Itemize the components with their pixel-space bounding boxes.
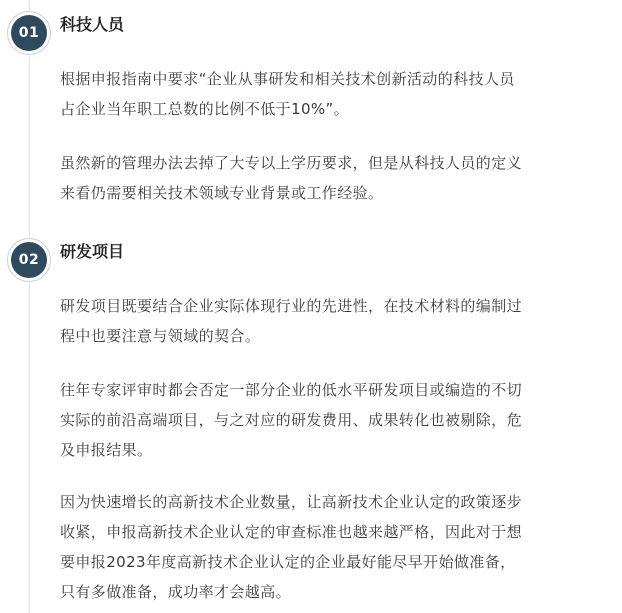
paragraph-line: 只有多做准备，成功率才会越高。 xyxy=(60,583,292,601)
paragraph-line: 占企业当年职工总数的比例不低于10%”。 xyxy=(60,100,350,118)
paragraph-line: 根据申报指南中要求“企业从事研发和相关技术创新活动的科技人员 xyxy=(60,70,515,88)
paragraph-line: 要申报2023年度高新技术企业认定的企业最好能尽早开始做准备， xyxy=(60,553,516,571)
section-paragraph xyxy=(60,148,608,208)
section-number-badge: 01 xyxy=(11,15,47,51)
paragraph-line: 程中也要注意与领域的契合。 xyxy=(60,327,261,345)
section-paragraph xyxy=(60,375,608,465)
section-number-badge: 02 xyxy=(11,242,47,278)
section-paragraph xyxy=(60,487,608,607)
paragraph-line: 来看仍需要相关技术领域专业背景或工作经验。 xyxy=(60,184,384,202)
timeline-line xyxy=(29,0,30,613)
paragraph-line: 实际的前沿高端项目，与之对应的研发费用、成果转化也被剔除，危 xyxy=(60,411,523,429)
paragraph-line: 收紧，申报高新技术企业认定的审查标准也越来越严格，因此对于想 xyxy=(60,523,523,541)
paragraph-line: 虽然新的管理办法去掉了大专以上学历要求，但是从科技人员的定义 xyxy=(60,154,523,172)
paragraph-line: 研发项目既要结合企业实际体现行业的先进性，在技术材料的编制过 xyxy=(60,297,523,315)
section-paragraph xyxy=(60,64,608,124)
section-paragraph xyxy=(60,291,608,351)
paragraph-line: 及申报结果。 xyxy=(60,441,153,459)
section-title: 研发项目 xyxy=(60,242,125,261)
paragraph-line: 因为快速增长的高新技术企业数量，让高新技术企业认定的政策逐步 xyxy=(60,493,523,511)
paragraph-line: 往年专家评审时都会否定一部分企业的低水平研发项目或编造的不切 xyxy=(60,381,523,399)
section-title: 科技人员 xyxy=(60,15,125,34)
